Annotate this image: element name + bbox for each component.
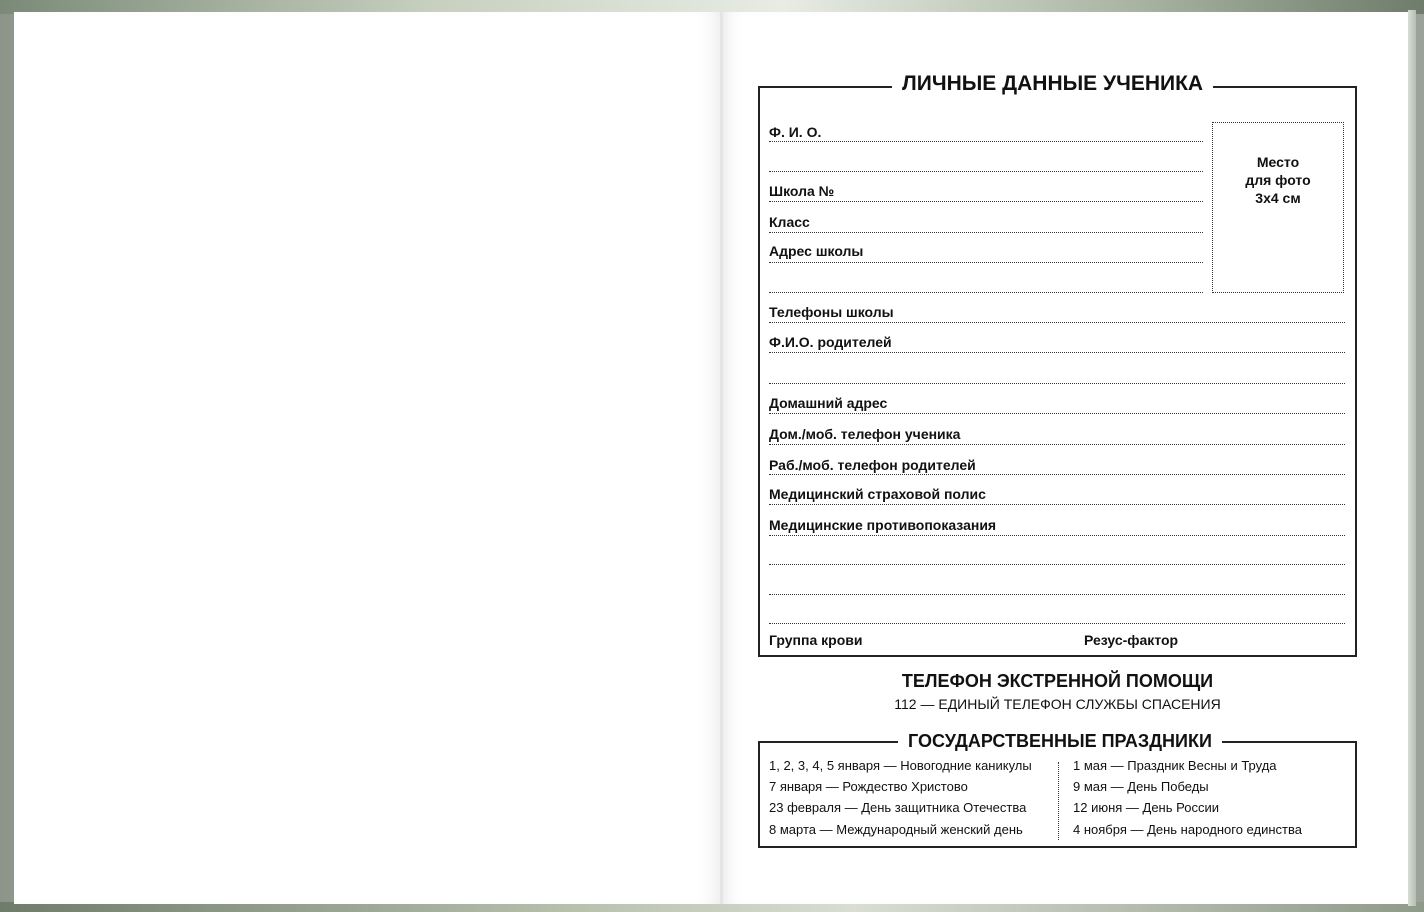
- parent-phone-label: Раб./моб. телефон родителей: [769, 457, 976, 473]
- holiday-item: 23 февраля — День защитника Отечества: [769, 800, 1027, 815]
- parents-line[interactable]: [769, 352, 1345, 353]
- book-spine: [720, 12, 723, 904]
- contraindications-line-3[interactable]: [769, 594, 1345, 595]
- parent-phone-line[interactable]: [769, 474, 1345, 475]
- insurance-line[interactable]: [769, 504, 1345, 505]
- blood-group-label: Группа крови: [769, 632, 863, 648]
- parents-line-2[interactable]: [769, 383, 1345, 384]
- emergency-title: ТЕЛЕФОН ЭКСТРЕННОЙ ПОМОЩИ: [901, 671, 1214, 691]
- holidays-title: ГОСУДАРСТВЕННЫЕ ПРАЗДНИКИ: [898, 731, 1222, 752]
- home-address-label: Домашний адрес: [769, 395, 888, 411]
- home-address-line[interactable]: [769, 413, 1345, 414]
- class-label: Класс: [769, 214, 810, 230]
- photo-placeholder: [1212, 122, 1344, 293]
- school-phones-label: Телефоны школы: [769, 304, 894, 320]
- insurance-label: Медицинский страховой полис: [769, 486, 986, 502]
- rh-factor-label: Резус-фактор: [1084, 632, 1179, 648]
- school-label: Школа №: [769, 183, 835, 199]
- emergency-subtitle: 112 — ЕДИНЫЙ ТЕЛЕФОН СЛУЖБЫ СПАСЕНИЯ: [894, 696, 1221, 712]
- parents-label: Ф.И.О. родителей: [769, 334, 892, 350]
- fio-line-2[interactable]: [769, 171, 1203, 172]
- school-address-label: Адрес школы: [769, 243, 864, 259]
- school-line[interactable]: [769, 201, 1203, 202]
- holiday-item: 7 января — Рождество Христово: [769, 779, 968, 794]
- holiday-item: 1, 2, 3, 4, 5 января — Новогодние каникулы: [769, 758, 1032, 773]
- personal-data-title: ЛИЧНЫЕ ДАННЫЕ УЧЕНИКА: [892, 72, 1213, 96]
- fio-line[interactable]: [769, 141, 1203, 142]
- student-phone-line[interactable]: [769, 444, 1345, 445]
- school-address-line[interactable]: [769, 262, 1203, 263]
- school-address-line-2[interactable]: [769, 292, 1203, 293]
- photo-caption: Место для фото 3x4 см: [1245, 153, 1311, 206]
- fio-label: Ф. И. О.: [769, 124, 822, 140]
- class-line[interactable]: [769, 232, 1203, 233]
- holiday-item: 8 марта — Международный женский день: [769, 822, 1023, 837]
- holiday-item: 1 мая — Праздник Весны и Труда: [1073, 758, 1277, 773]
- left-page-blank: [14, 12, 722, 904]
- contraindications-line[interactable]: [769, 535, 1345, 536]
- school-phones-line[interactable]: [769, 322, 1345, 323]
- contraindications-label: Медицинские противопоказания: [769, 517, 997, 533]
- contraindications-line-4[interactable]: [769, 623, 1345, 624]
- contraindications-line-2[interactable]: [769, 564, 1345, 565]
- student-phone-label: Дом./моб. телефон ученика: [769, 426, 961, 442]
- holidays-divider: [1058, 762, 1059, 840]
- holiday-item: 4 ноября — День народного единства: [1073, 822, 1302, 837]
- holiday-item: 9 мая — День Победы: [1073, 779, 1209, 794]
- page-edge: [1408, 10, 1416, 906]
- holiday-item: 12 июня — День России: [1073, 800, 1219, 815]
